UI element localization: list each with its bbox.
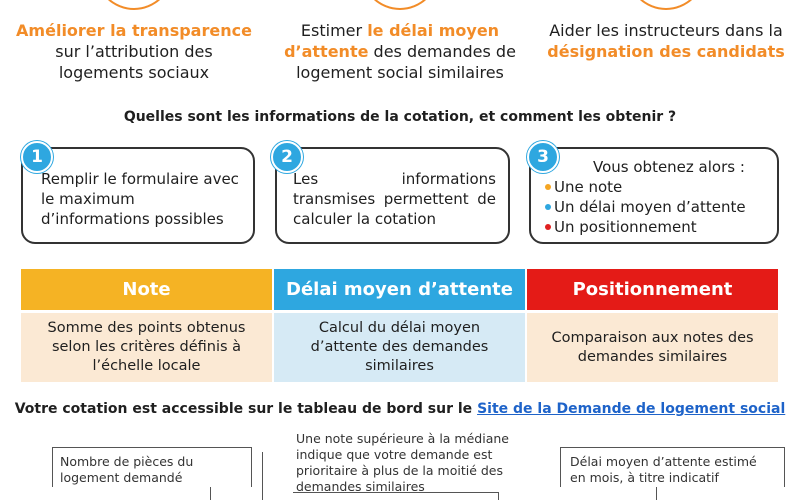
annotation-pointer-line — [498, 492, 499, 500]
table-header-delai: Délai moyen d’attente — [274, 269, 525, 310]
objective-icon-circle-3 — [627, 0, 705, 10]
annotation-delai-estime: Délai moyen d’attente estimé en mois, à titre indicatif — [570, 454, 757, 485]
access-text: Votre cotation est accessible sur le tableau de bord sur le — [14, 401, 478, 417]
annotation-note-mediane: Une note supérieure à la médiane indique que votre demande est prioritaire à plus de la moitié des demandes similaires — [296, 431, 509, 494]
demande-logement-link[interactable]: Site de la Demande de logement social — [477, 401, 786, 417]
annotation-bracket-middle — [262, 452, 292, 500]
table-column-positionnement — [527, 269, 778, 382]
objective-designation — [546, 20, 786, 62]
step-number-3: 3 — [527, 141, 559, 173]
result-item-note: Une note — [545, 177, 765, 197]
objective-highlight: désignation des candidats — [547, 42, 785, 61]
objective-text: sur l’attribution des logements sociaux — [55, 42, 213, 82]
objective-transparence — [14, 20, 254, 83]
result-item-positionnement: Un positionnement — [545, 217, 765, 237]
table-cell-note: Somme des points obtenus selon les critères définis à l’échelle locale — [21, 313, 272, 382]
objective-icon-circle-1 — [95, 0, 173, 10]
objective-highlight: le délai moyen d’attente — [284, 21, 500, 61]
table-column-note — [21, 269, 272, 382]
annotation-pointer-line — [210, 487, 211, 500]
annotation-pieces: Nombre de pièces du logement demandé — [60, 454, 194, 485]
annotation-bracket-right — [560, 447, 785, 487]
step-box-3 — [529, 147, 779, 244]
table-column-delai — [274, 269, 525, 382]
table-cell-delai: Calcul du délai moyen d’attente des demandes similaires — [274, 313, 525, 382]
step-text: Les informations transmises permettent de calculer la cotation — [293, 170, 496, 228]
table-header-positionnement: Positionnement — [527, 269, 778, 310]
objective-text-pre: Aider les instructeurs dans la — [549, 21, 783, 40]
step-box-2 — [275, 147, 510, 244]
bullet-dot-icon — [545, 204, 551, 210]
section-question: Quelles sont les informations de la cotation, et comment les obtenir ? — [123, 109, 677, 125]
step-number-2: 2 — [271, 141, 303, 173]
step-title: Vous obtenez alors : — [593, 158, 745, 176]
annotation-pointer-line — [293, 492, 498, 500]
result-item-delai: Un délai moyen d’attente — [545, 197, 765, 217]
table-header-note: Note — [21, 269, 272, 310]
step-text: Remplir le formulaire avec le maximum d’informations possibles — [41, 170, 239, 228]
annotation-bracket-left — [52, 447, 252, 487]
bullet-dot-icon — [545, 224, 551, 230]
step-number-1: 1 — [21, 141, 53, 173]
objective-text: des demandes de logement social similaires — [296, 42, 516, 82]
objective-highlight: Améliorer la transparence — [16, 21, 252, 40]
access-info — [0, 401, 800, 417]
step-box-1 — [21, 147, 255, 244]
annotation-pointer-line — [656, 487, 657, 500]
bullet-dot-icon — [545, 184, 551, 190]
objective-delai — [280, 20, 520, 83]
objective-icon-circle-2 — [361, 0, 439, 10]
objective-text-pre: Estimer — [300, 21, 368, 40]
table-cell-positionnement: Comparaison aux notes des demandes similaires — [527, 313, 778, 382]
